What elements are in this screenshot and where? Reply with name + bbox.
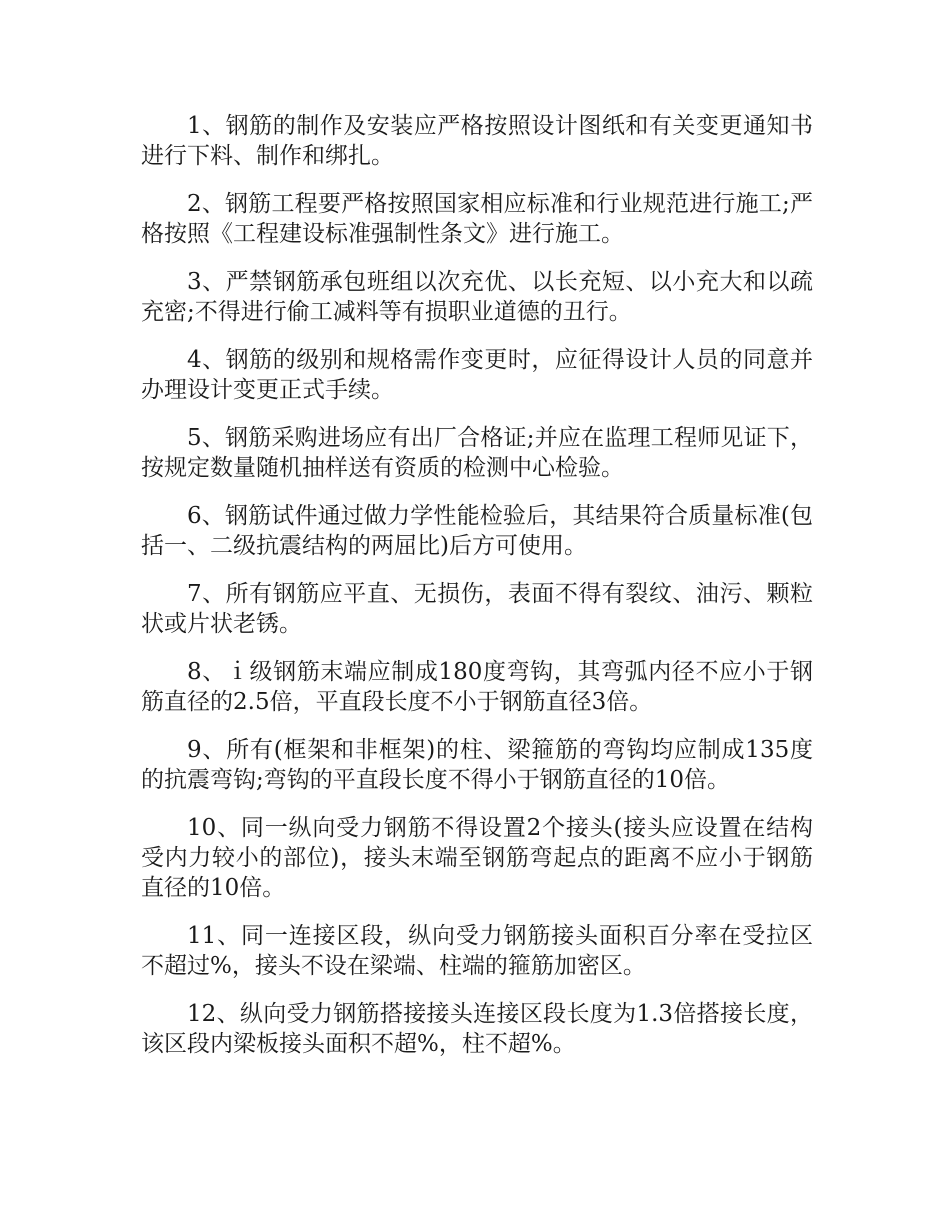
paragraph-2: 2、钢筋工程要严格按照国家相应标准和行业规范进行施工;严格按照《工程建设标准强制性条文》进行施工。 — [141, 191, 813, 247]
paragraph-4: 4、钢筋的级别和规格需作变更时，应征得设计人员的同意并办理设计变更正式手续。 — [141, 347, 813, 403]
paragraph-8: 8、ｉ级钢筋末端应制成180度弯钩，其弯弧内径不应小于钢筋直径的2.5倍，平直段长度不小于钢筋直径3倍。 — [141, 659, 813, 715]
document-body — [141, 111, 813, 1077]
paragraph-10: 10、同一纵向受力钢筋不得设置2个接头(接头应设置在结构受内力较小的部位)，接头末端至钢筋弯起点的距离不应小于钢筋直径的10倍。 — [141, 815, 813, 901]
paragraph-12: 12、纵向受力钢筋搭接接头连接区段长度为1.3倍搭接长度，该区段内梁板接头面积不超%，柱不超%。 — [141, 1001, 813, 1057]
paragraph-3: 3、严禁钢筋承包班组以次充优、以长充短、以小充大和以疏充密;不得进行偷工减料等有损职业道德的丑行。 — [141, 269, 813, 325]
paragraph-1: 1、钢筋的制作及安装应严格按照设计图纸和有关变更通知书进行下料、制作和绑扎。 — [141, 113, 813, 169]
paragraph-5: 5、钢筋采购进场应有出厂合格证;并应在监理工程师见证下，按规定数量随机抽样送有资质的检测中心检验。 — [141, 425, 813, 481]
paragraph-6: 6、钢筋试件通过做力学性能检验后，其结果符合质量标准(包括一、二级抗震结构的两屈比)后方可使用。 — [141, 503, 813, 559]
paragraph-11: 11、同一连接区段，纵向受力钢筋接头面积百分率在受拉区不超过%，接头不设在梁端、柱端的箍筋加密区。 — [141, 923, 813, 979]
paragraph-9: 9、所有(框架和非框架)的柱、梁箍筋的弯钩均应制成135度的抗震弯钩;弯钩的平直段长度不得小于钢筋直径的10倍。 — [141, 737, 813, 793]
paragraph-7: 7、所有钢筋应平直、无损伤，表面不得有裂纹、油污、颗粒状或片状老锈。 — [141, 581, 813, 637]
